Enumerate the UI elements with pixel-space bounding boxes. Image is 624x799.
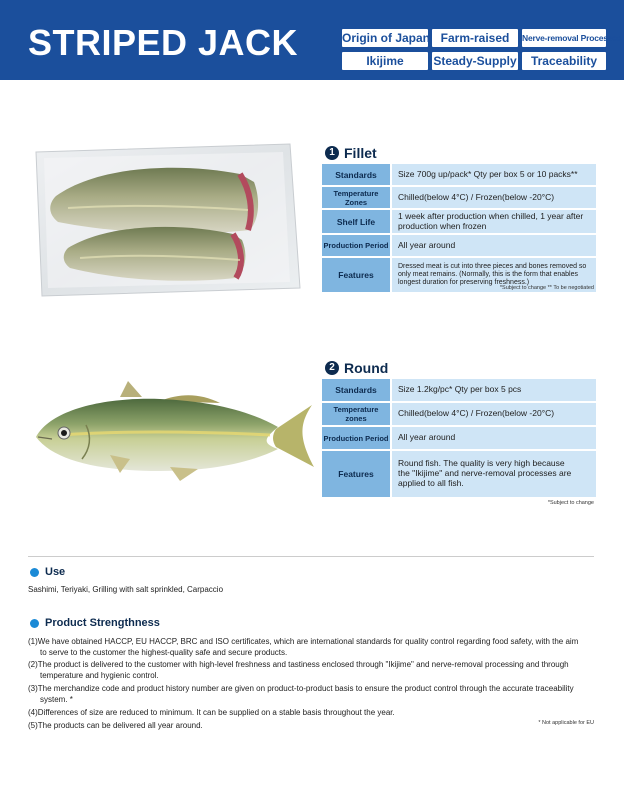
spec-value: Dressed meat is cut into three pieces and bones removed so only meat remains. (Normally, this is the form that enables longest duration for preserving freshness.) (392, 258, 596, 292)
tag-steady-supply: Steady-Supply (433, 54, 517, 68)
table-row (322, 451, 596, 497)
item-line1: The products can be delivered all year around. (37, 721, 203, 730)
header-banner (0, 0, 624, 80)
list-item (28, 708, 596, 719)
fillet-title: Fillet (344, 145, 377, 161)
list-item (28, 660, 596, 681)
table-row (322, 210, 596, 233)
spec-label: Production Period (322, 427, 392, 449)
fillet-pack-image (28, 138, 304, 300)
item-line1: The product is delivered to the customer with high-level freshness and tastiness enclosed through "Ikijime" and nerve-removal processing and through (37, 660, 569, 669)
item-num: (5) (28, 721, 38, 730)
spec-label: Temperature zones (322, 403, 392, 425)
item-num: (3) (28, 684, 38, 693)
round-spec-table (322, 377, 596, 499)
table-row (322, 427, 596, 449)
tag-ikijime: Ikijime (342, 52, 428, 70)
list-item (28, 684, 596, 705)
item-line1: Differences of size are reduced to minimum. It can be supplied on a stable basis throughout the year. (37, 708, 395, 717)
bullet-dot-icon (30, 619, 39, 628)
list-item (28, 721, 596, 732)
spec-label: Temperature Zones (322, 187, 392, 208)
table-row (322, 403, 596, 425)
item-line2: to serve to the customer the highest-quality safe and secure products. (40, 647, 288, 657)
use-heading-text: Use (45, 566, 66, 578)
spec-value: Size 1.2kg/pc* Qty per box 5 pcs (392, 379, 596, 401)
use-heading (30, 566, 65, 578)
page-title: STRIPED JACK (28, 22, 299, 63)
spec-value: Chilled(below 4°C) / Frozen(below -20°C) (392, 403, 596, 425)
tag-nerve-removal: Nerve-removal Processes (522, 29, 606, 47)
table-row (322, 164, 596, 185)
round-number-badge: 2 (325, 361, 339, 375)
item-num: (2) (28, 660, 38, 669)
spec-label: Features (322, 451, 392, 497)
item-num: (1) (28, 637, 38, 646)
spec-label: Shelf Life (322, 210, 392, 233)
tag-farm-raised: Farm-raised (432, 29, 518, 47)
round-fish-image (30, 375, 316, 487)
tag-traceability: Traceability (522, 52, 606, 70)
bullet-dot-icon (30, 568, 39, 577)
item-line2: temperature and hygienic control. (40, 670, 159, 680)
spec-value: Round fish. The quality is very high because the "Ikijime" and nerve-removal processes are applied to all fish. (392, 451, 596, 497)
spec-value: Size 700g up/pack* Qty per box 5 or 10 packs** (392, 164, 596, 185)
item-line1: The merchandize code and product history number are given on product-to-product basis to ensure the product control through the accurate traceability (37, 684, 574, 693)
fillet-number-badge: 1 (325, 146, 339, 160)
strengths-note: * Not applicable for EU (538, 720, 594, 726)
strengths-heading-text: Product Strengthness (45, 617, 160, 629)
fillet-heading (325, 145, 377, 161)
round-title: Round (344, 360, 389, 376)
fillet-note: *Subject to change ** To be negotiated (499, 285, 594, 291)
round-note: *Subject to change (547, 500, 594, 506)
spec-value: Chilled(below 4°C) / Frozen(below -20°C) (392, 187, 596, 208)
spec-label: Standards (322, 164, 392, 185)
spec-label: Standards (322, 379, 392, 401)
item-line2: system. * (40, 694, 73, 704)
spec-value: 1 week after production when chilled, 1 year after production when frozen (392, 210, 596, 233)
spec-value: All year around (392, 235, 596, 256)
use-text: Sashimi, Teriyaki, Grilling with salt sprinkled, Carpaccio (28, 585, 224, 594)
fillet-spec-table (322, 162, 596, 294)
item-line1: We have obtained HACCP, EU HACCP, BRC and ISO certificates, which are international standards for quality control regarding food safety, with the aim (37, 637, 579, 646)
spec-label: Features (322, 258, 392, 292)
item-num: (4) (28, 708, 38, 717)
round-heading (325, 360, 388, 376)
section-divider (28, 556, 594, 557)
tag-origin: Origin of Japan (342, 31, 431, 45)
strengths-heading (30, 617, 160, 629)
table-row (322, 187, 596, 208)
spec-label: Production Period (322, 235, 392, 256)
list-item (28, 637, 596, 658)
spec-value: All year around (392, 427, 596, 449)
table-row (322, 379, 596, 401)
table-row (322, 235, 596, 256)
